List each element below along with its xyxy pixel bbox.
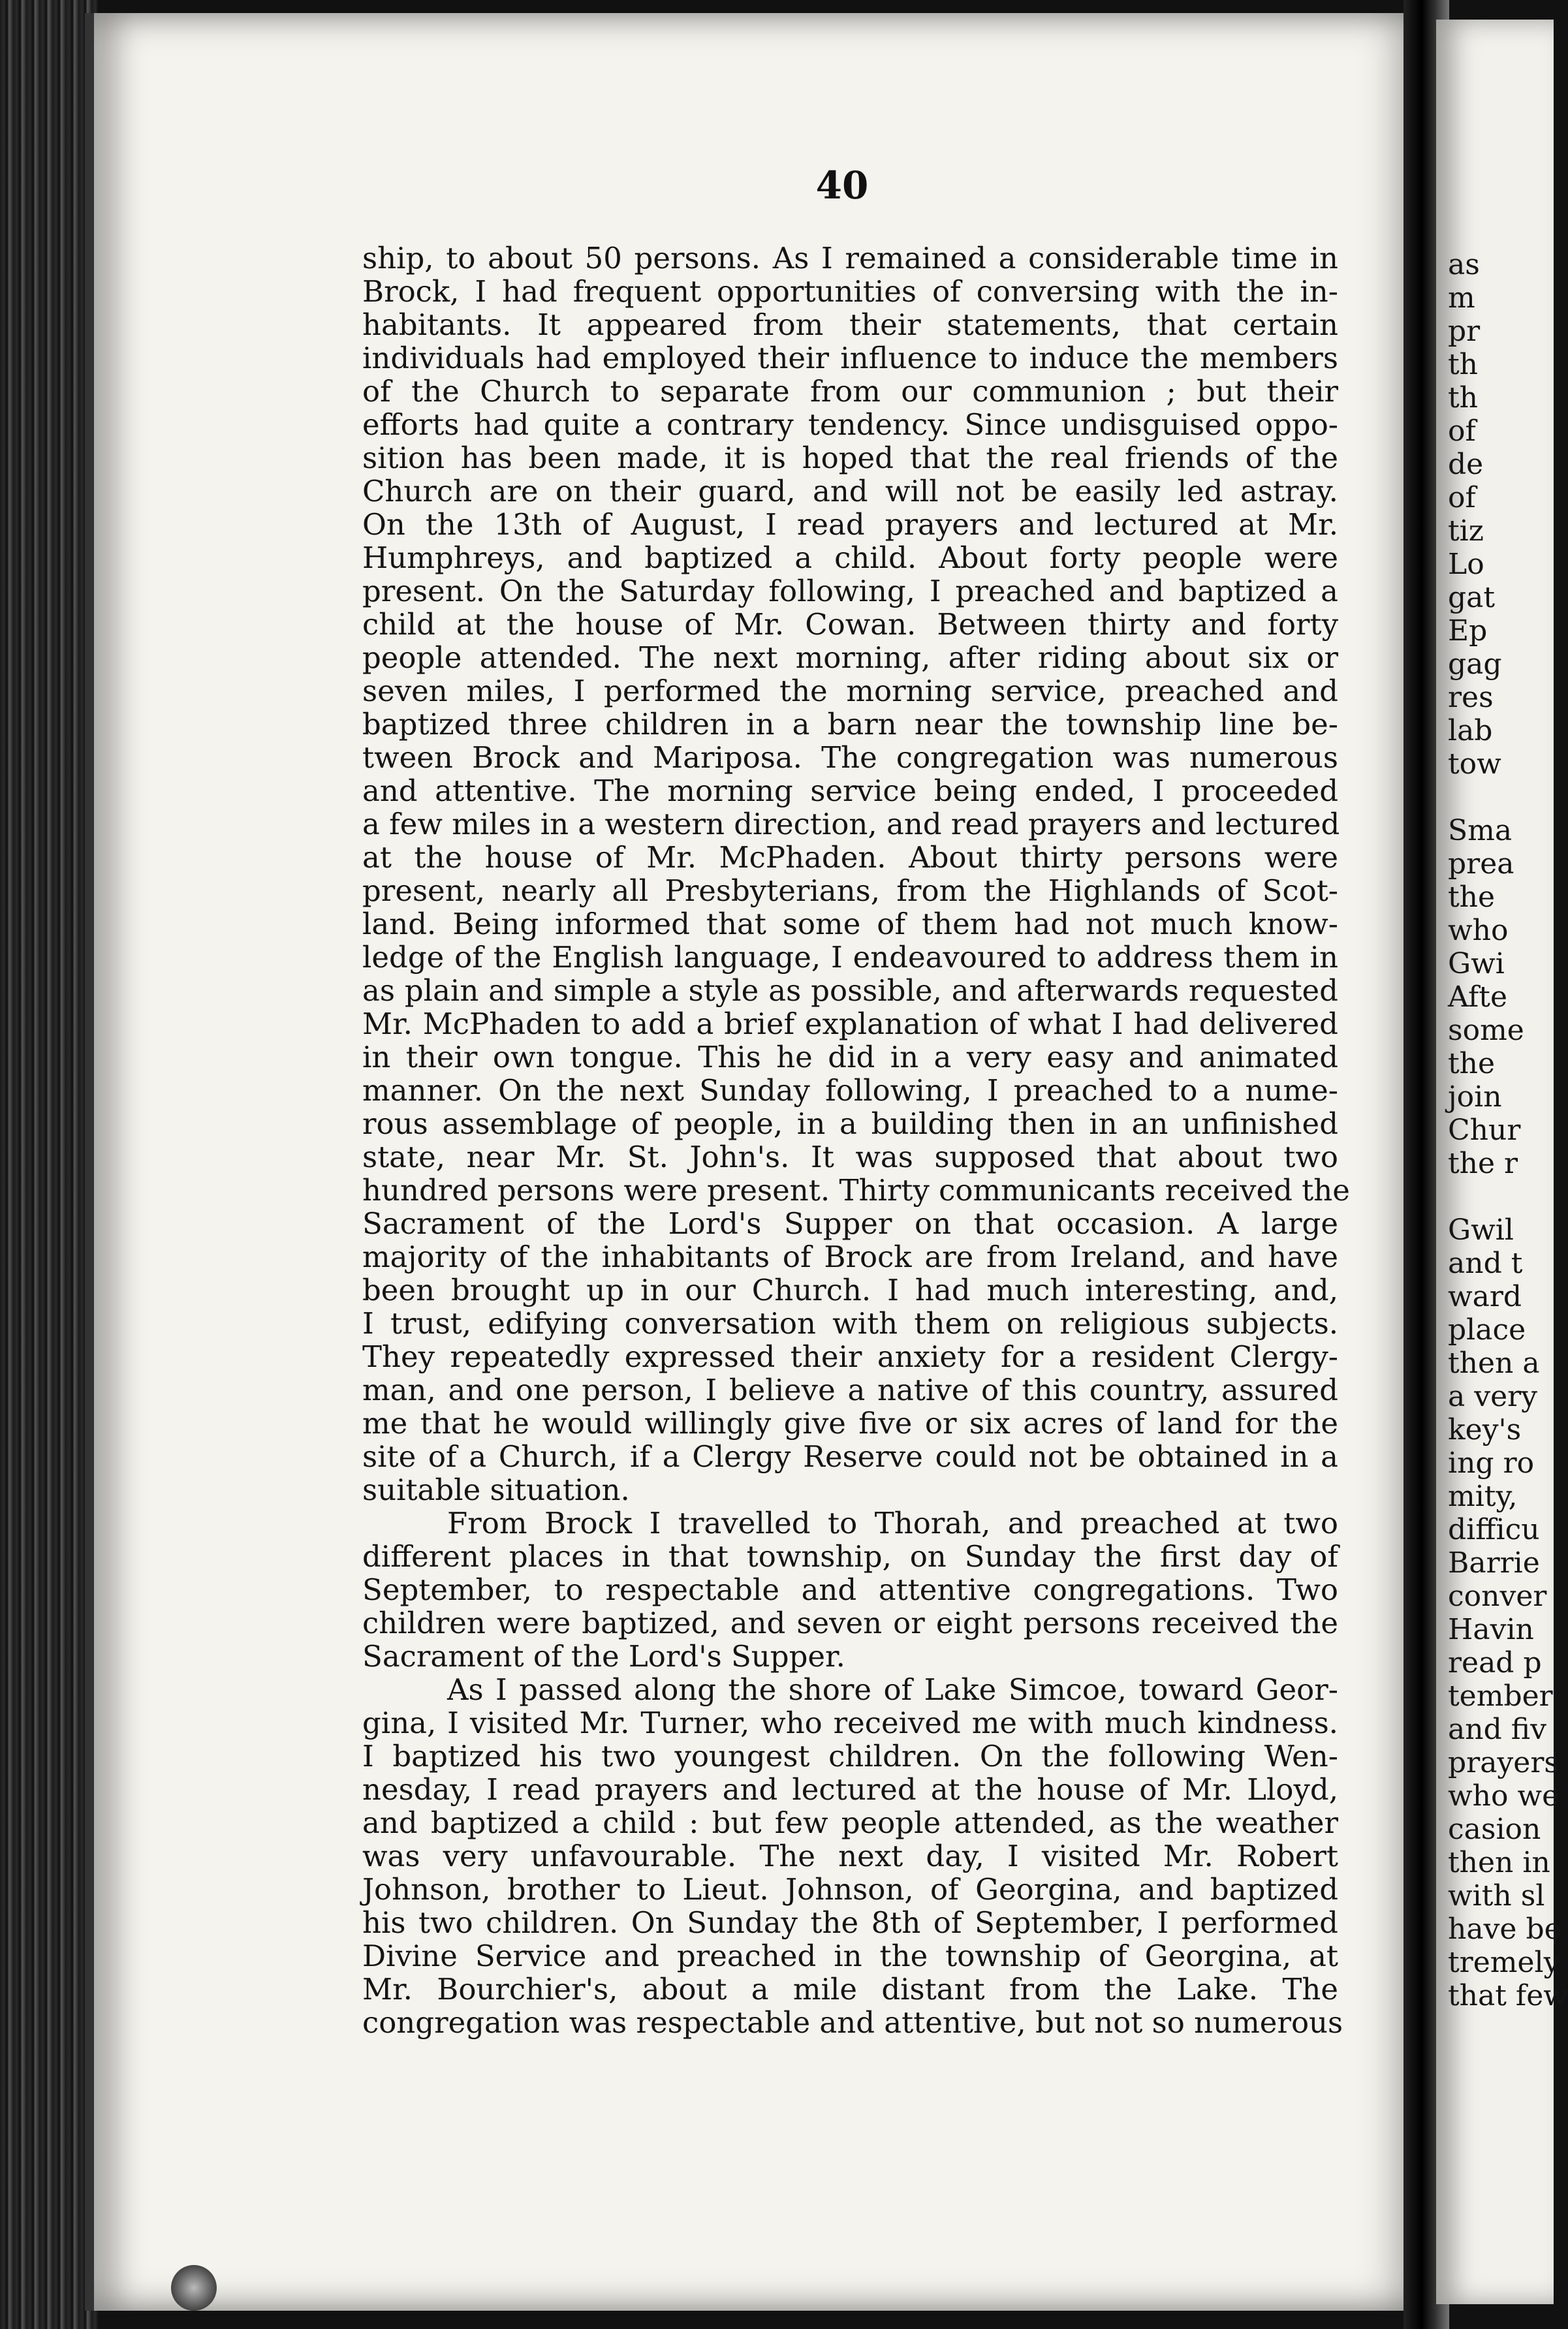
- facing-page-fragment: ing ro: [1448, 1446, 1535, 1480]
- facing-page-fragment: then in: [1448, 1846, 1550, 1879]
- text-line: me that he would willingly give five or six acres of land for the: [362, 1406, 1338, 1441]
- text-line: child at the house of Mr. Cowan. Between thirty and forty: [362, 607, 1338, 642]
- text-line: rous assemblage of people, in a building then in an unfinished: [362, 1106, 1338, 1141]
- facing-page-fragment: that few: [1448, 1979, 1568, 2012]
- text-line: Johnson, brother to Lieut. Johnson, of Georgina, and baptized: [362, 1872, 1338, 1907]
- facing-page-fragment: Barrie: [1448, 1546, 1540, 1580]
- text-line: Brock, I had frequent opportunities of conversing with the in-: [362, 274, 1338, 309]
- facing-page-fragment: Gwil: [1448, 1213, 1514, 1247]
- facing-page-fragment: tember: [1448, 1680, 1553, 1713]
- text-line: Humphreys, and baptized a child. About forty people were: [362, 540, 1338, 575]
- facing-page-fragment: res: [1448, 681, 1494, 714]
- text-line: gina, I visited Mr. Turner, who received me with much kindness.: [362, 1706, 1338, 1740]
- facing-page-fragment: the: [1448, 1047, 1496, 1080]
- text-line: habitants. It appeared from their statements, that certain: [362, 307, 1338, 342]
- facing-page-fragment: Sma: [1448, 814, 1513, 847]
- facing-page-fragment: with sl: [1448, 1879, 1545, 1913]
- facing-page-fragment: and t: [1448, 1247, 1523, 1280]
- text-line: Mr. McPhaden to add a brief explanation of what I had delivered: [362, 1007, 1338, 1041]
- facing-page-fragment: of: [1448, 481, 1476, 514]
- text-line: as plain and simple a style as possible, and afterwards requested: [362, 973, 1338, 1008]
- facing-page-fragment: tow: [1448, 747, 1501, 781]
- facing-page-fragment: ward: [1448, 1280, 1522, 1313]
- text-line: ledge of the English language, I endeavoured to address them in: [362, 940, 1338, 975]
- facing-page-fragment: as: [1448, 248, 1480, 281]
- facing-page-fragment: of: [1448, 414, 1476, 448]
- text-line: Sacrament of the Lord's Supper on that occasion. A large: [362, 1206, 1338, 1241]
- text-line: tween Brock and Mariposa. The congregation was numerous: [362, 740, 1338, 775]
- text-line: site of a Church, if a Clergy Reserve could not be obtained in a: [362, 1439, 1338, 1474]
- facing-page-fragment: casion: [1448, 1813, 1541, 1846]
- text-line: his two children. On Sunday the 8th of September, I performed: [362, 1905, 1338, 1940]
- text-line: suitable situation.: [362, 1473, 630, 1507]
- text-line: Sacrament of the Lord's Supper.: [362, 1639, 845, 1674]
- page-number: 40: [815, 163, 869, 208]
- facing-page-fragment: have be: [1448, 1913, 1561, 1946]
- text-line: Church are on their guard, and will not be easily led astray.: [362, 474, 1338, 508]
- facing-page-fragment: Afte: [1448, 980, 1508, 1014]
- text-line: people attended. The next morning, after riding about six or: [362, 640, 1338, 675]
- text-line: nesday, I read prayers and lectured at the house of Mr. Lloyd,: [362, 1772, 1338, 1807]
- text-line: a few miles in a western direction, and read prayers and lectured: [362, 807, 1340, 841]
- text-line: seven miles, I performed the morning service, preached and: [362, 674, 1338, 708]
- text-line: I trust, edifying conversation with them on religious subjects.: [362, 1306, 1338, 1341]
- facing-page-fragment: a very: [1448, 1380, 1538, 1413]
- facing-page-fragment: Ep: [1448, 614, 1488, 648]
- facing-page-fragment: who we: [1448, 1779, 1560, 1813]
- text-line: and baptized a child : but few people attended, as the weather: [362, 1805, 1338, 1840]
- text-line: been brought up in our Church. I had much interesting, and,: [362, 1273, 1338, 1307]
- text-line: efforts had quite a contrary tendency. Since undisguised oppo-: [362, 407, 1338, 442]
- facing-page-fragment: prea: [1448, 847, 1514, 881]
- text-line: was very unfavourable. The next day, I visited Mr. Robert: [362, 1839, 1338, 1873]
- text-line: sition has been made, it is hoped that the real friends of the: [362, 441, 1338, 475]
- facing-page-fragment: prayers: [1448, 1746, 1559, 1779]
- text-line: ship, to about 50 persons. As I remained a considerable time in: [362, 241, 1338, 275]
- text-line: at the house of Mr. McPhaden. About thirty persons were: [362, 840, 1338, 875]
- text-line: congregation was respectable and attentive, but not so numerous: [362, 2005, 1343, 2040]
- text-line: majority of the inhabitants of Brock are from Ireland, and have: [362, 1240, 1338, 1274]
- text-line: From Brock I travelled to Thorah, and preached at two: [447, 1506, 1338, 1540]
- text-line: As I passed along the shore of Lake Simcoe, toward Geor-: [447, 1672, 1338, 1707]
- facing-page-fragment: th: [1448, 381, 1479, 414]
- text-line: children were baptized, and seven or eight persons received the: [362, 1606, 1338, 1640]
- text-line: baptized three children in a barn near the township line be-: [362, 707, 1338, 742]
- text-line: hundred persons were present. Thirty communicants received the: [362, 1173, 1350, 1208]
- facing-page-fragment: de: [1448, 448, 1484, 481]
- facing-page-fragment: th: [1448, 348, 1479, 381]
- text-line: individuals had employed their influence to induce the members: [362, 341, 1338, 375]
- facing-page-fragment: place: [1448, 1313, 1526, 1347]
- facing-page-fragment: Gwi: [1448, 947, 1505, 980]
- text-line: different places in that township, on Sunday the first day of: [362, 1539, 1338, 1574]
- text-line: present. On the Saturday following, I preached and baptized a: [362, 574, 1338, 608]
- book-spine-edge: [0, 0, 98, 2329]
- facing-page-text-fragments: [1448, 248, 1568, 2012]
- facing-page-fragment: gag: [1448, 648, 1502, 681]
- facing-page-fragment: join: [1448, 1080, 1502, 1114]
- facing-page-fragment: read p: [1448, 1646, 1542, 1680]
- facing-page-fragment: some: [1448, 1014, 1524, 1047]
- facing-page-fragment: Lo: [1448, 548, 1484, 581]
- facing-page-fragment: Chur: [1448, 1114, 1521, 1147]
- text-line: in their own tongue. This he did in a very easy and animated: [362, 1040, 1338, 1074]
- facing-page-fragment: difficu: [1448, 1513, 1540, 1546]
- facing-page-fragment: gat: [1448, 581, 1496, 614]
- facing-page-fragment: who: [1448, 914, 1509, 947]
- text-line: manner. On the next Sunday following, I preached to a nume-: [362, 1073, 1338, 1108]
- text-line: land. Being informed that some of them had not much know-: [362, 907, 1338, 941]
- text-line: On the 13th of August, I read prayers and lectured at Mr.: [362, 507, 1338, 542]
- facing-page-fragment: tiz: [1448, 514, 1484, 548]
- text-line: and attentive. The morning service being ended, I proceeded: [362, 774, 1338, 808]
- text-line: September, to respectable and attentive congregations. Two: [362, 1572, 1338, 1607]
- facing-page-fragment: Havin: [1448, 1613, 1534, 1646]
- library-stamp: [171, 2265, 217, 2311]
- facing-page-fragment: the r: [1448, 1147, 1518, 1180]
- facing-page-fragment: then a: [1448, 1347, 1540, 1380]
- text-line: present, nearly all Presbyterians, from the Highlands of Scot-: [362, 873, 1338, 908]
- facing-page-fragment: pr: [1448, 315, 1481, 348]
- text-line: of the Church to separate from our communion ; but their: [362, 374, 1338, 409]
- text-line: They repeatedly expressed their anxiety for a resident Clergy-: [362, 1339, 1338, 1374]
- text-line: Mr. Bourchier's, about a mile distant from the Lake. The: [362, 1972, 1338, 2007]
- facing-page-fragment: and fiv: [1448, 1713, 1546, 1746]
- facing-page-fragment: mity,: [1448, 1480, 1518, 1513]
- facing-page-fragment: tremely: [1448, 1946, 1560, 1979]
- facing-page-fragment: conver: [1448, 1580, 1547, 1613]
- facing-page-fragment: m: [1448, 281, 1475, 315]
- facing-page-fragment: key's: [1448, 1413, 1522, 1446]
- text-line: man, and one person, I believe a native of this country, assured: [362, 1373, 1338, 1407]
- facing-page-fragment: the: [1448, 881, 1496, 914]
- text-line: state, near Mr. St. John's. It was supposed that about two: [362, 1140, 1338, 1174]
- text-line: Divine Service and preached in the township of Georgina, at: [362, 1939, 1338, 1973]
- text-line: I baptized his two youngest children. On the following Wen-: [362, 1739, 1338, 1774]
- facing-page-fragment: lab: [1448, 714, 1493, 747]
- page-body-text: [362, 241, 1350, 2040]
